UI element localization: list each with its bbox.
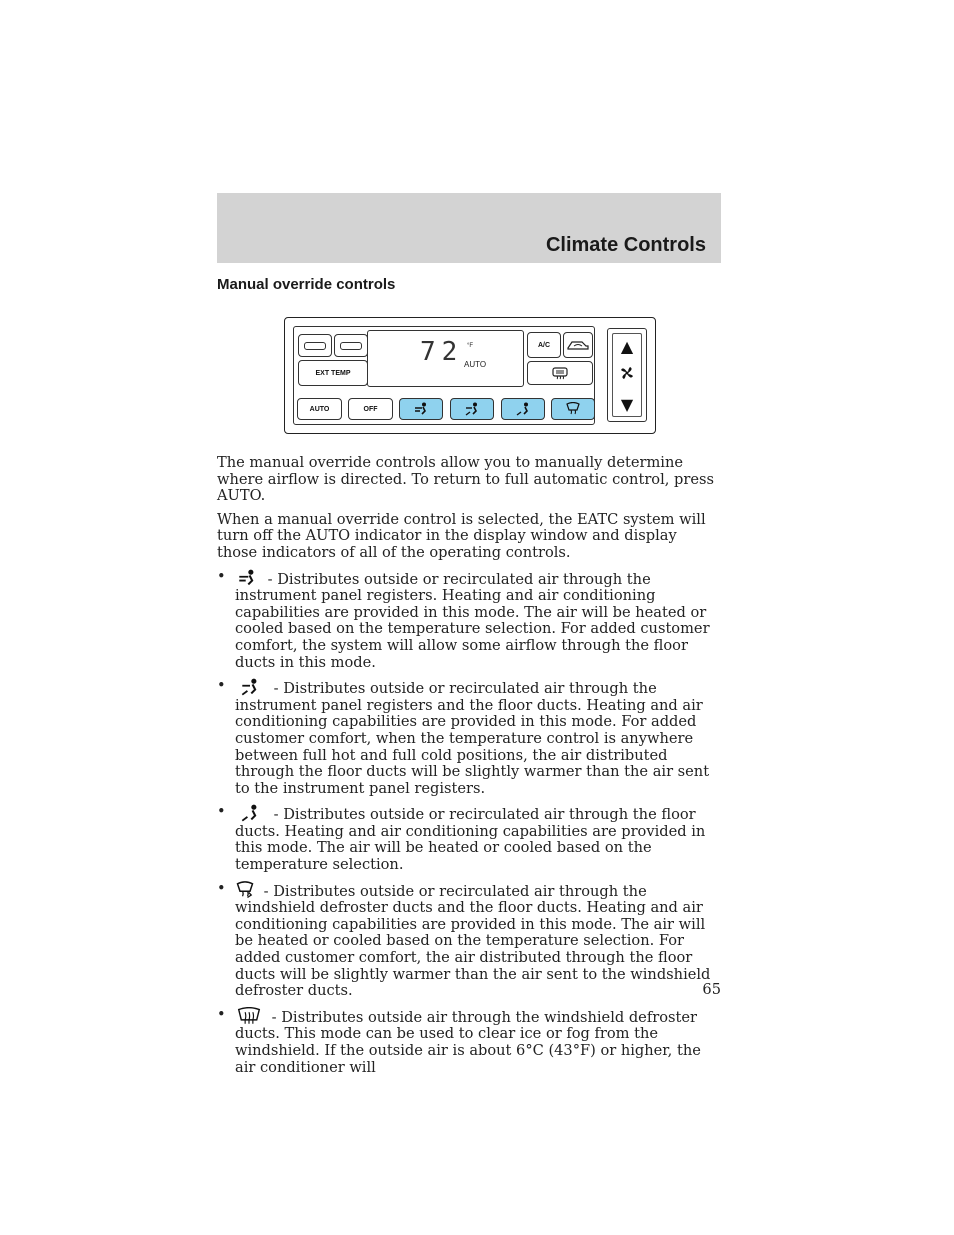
intro-paragraph-1: The manual override controls allow you to manually determine where airflow is directed. To return to full automatic control, press AUTO. bbox=[217, 454, 714, 505]
temp-up-button[interactable] bbox=[334, 334, 368, 357]
auto-indicator: AUTO bbox=[464, 360, 487, 369]
page-number: 65 bbox=[702, 981, 721, 998]
recirculate-icon bbox=[566, 338, 590, 352]
list-item bbox=[217, 678, 721, 797]
fan-speed-control bbox=[607, 328, 647, 422]
intro-paragraph-2: When a manual override control is selected, the EATC system will turn off the AUTO indicator in the display window and display those indicators of all of the operating controls. bbox=[217, 510, 706, 561]
bullet-dot: • bbox=[217, 879, 226, 897]
floor-defrost-icon bbox=[235, 881, 255, 899]
rear-defrost-icon bbox=[552, 366, 568, 380]
bullet-text: - Distributes outside or recirculated air through the windshield defroster ducts and the floor ducts. Heating and air conditioning capabilities are provided in this mode. The air will be heated or cooled based on the temperature selection. For added customer comfort, the air distributed through the floor ducts will be slightly warmer than the air sent to the windshield defroster ducts. bbox=[235, 882, 711, 1000]
temperature-unit: °F bbox=[467, 343, 474, 349]
off-button[interactable]: OFF bbox=[348, 398, 393, 420]
section-heading: Manual override controls bbox=[217, 276, 396, 293]
floor-icon bbox=[235, 804, 265, 822]
panel-vent-icon bbox=[235, 569, 259, 587]
panel-floor-button[interactable] bbox=[450, 398, 494, 420]
bullet-text: - Distributes outside or recirculated air through the floor ducts. Heating and air conditioning capabilities are provided in this mode. The air will be heated or cooled based on the temperature selection. bbox=[235, 806, 706, 874]
floor-defrost-button[interactable] bbox=[551, 398, 595, 420]
header-band bbox=[217, 193, 721, 263]
bullet-dot: • bbox=[217, 677, 226, 695]
floor-button[interactable] bbox=[501, 398, 545, 420]
bullet-text: - Distributes outside or recirculated air through the instrument panel registers. Heating and air conditioning capabilities are provided in this mode. The air will be heated or cooled based on the temperature selection. For added customer comfort, the system will allow some airflow through the floor ducts in this mode. bbox=[235, 570, 710, 671]
temperature-readout: 72 bbox=[420, 337, 464, 367]
panel-vent-button[interactable] bbox=[399, 398, 443, 420]
defrost-icon bbox=[235, 1007, 263, 1025]
ac-button[interactable]: A/C bbox=[527, 332, 561, 358]
body-text bbox=[217, 455, 721, 1083]
recirculate-button[interactable] bbox=[563, 332, 593, 358]
page-title: Climate Controls bbox=[545, 234, 706, 256]
bullet-dot: • bbox=[217, 567, 226, 585]
bullet-dot: • bbox=[217, 803, 226, 821]
rear-defrost-button[interactable] bbox=[527, 361, 593, 385]
panel-floor-icon bbox=[464, 402, 480, 416]
bullet-text: - Distributes outside or recirculated air through the instrument panel registers and the floor ducts. Heating and air conditioning capabilities are provided in this mode. For added customer comfort, when the temperature control is anywhere between full hot and full cold positions, the air distributed through the floor ducts will be slightly warmer than the air sent to the instrument panel registers. bbox=[235, 680, 710, 797]
fan-icon bbox=[608, 365, 646, 385]
panel-vent-icon bbox=[413, 402, 429, 416]
list-item bbox=[217, 881, 721, 1000]
auto-button[interactable]: AUTO bbox=[297, 398, 342, 420]
ext-temp-button[interactable]: EXT TEMP bbox=[298, 360, 368, 386]
floor-icon bbox=[515, 402, 531, 416]
fan-down-button[interactable]: ▼ bbox=[620, 395, 634, 414]
bullet-text: - Distributes outside air through the windshield defroster ducts. This mode can be used to clear ice or fog from the windshield. If the outside air is about 6°C (43°F) or higher, the air conditioner will bbox=[235, 1008, 701, 1076]
panel-floor-icon bbox=[235, 678, 265, 696]
floor-defrost-icon bbox=[565, 402, 581, 416]
list-item bbox=[217, 804, 721, 873]
fan-up-button[interactable]: ▲ bbox=[620, 337, 634, 356]
mode-list bbox=[217, 569, 721, 1077]
climate-control-panel bbox=[284, 317, 656, 434]
temp-down-button[interactable] bbox=[298, 334, 332, 357]
list-item bbox=[217, 1007, 721, 1076]
list-item bbox=[217, 569, 721, 672]
temperature-display bbox=[367, 330, 524, 387]
bullet-dot: • bbox=[217, 1005, 226, 1023]
